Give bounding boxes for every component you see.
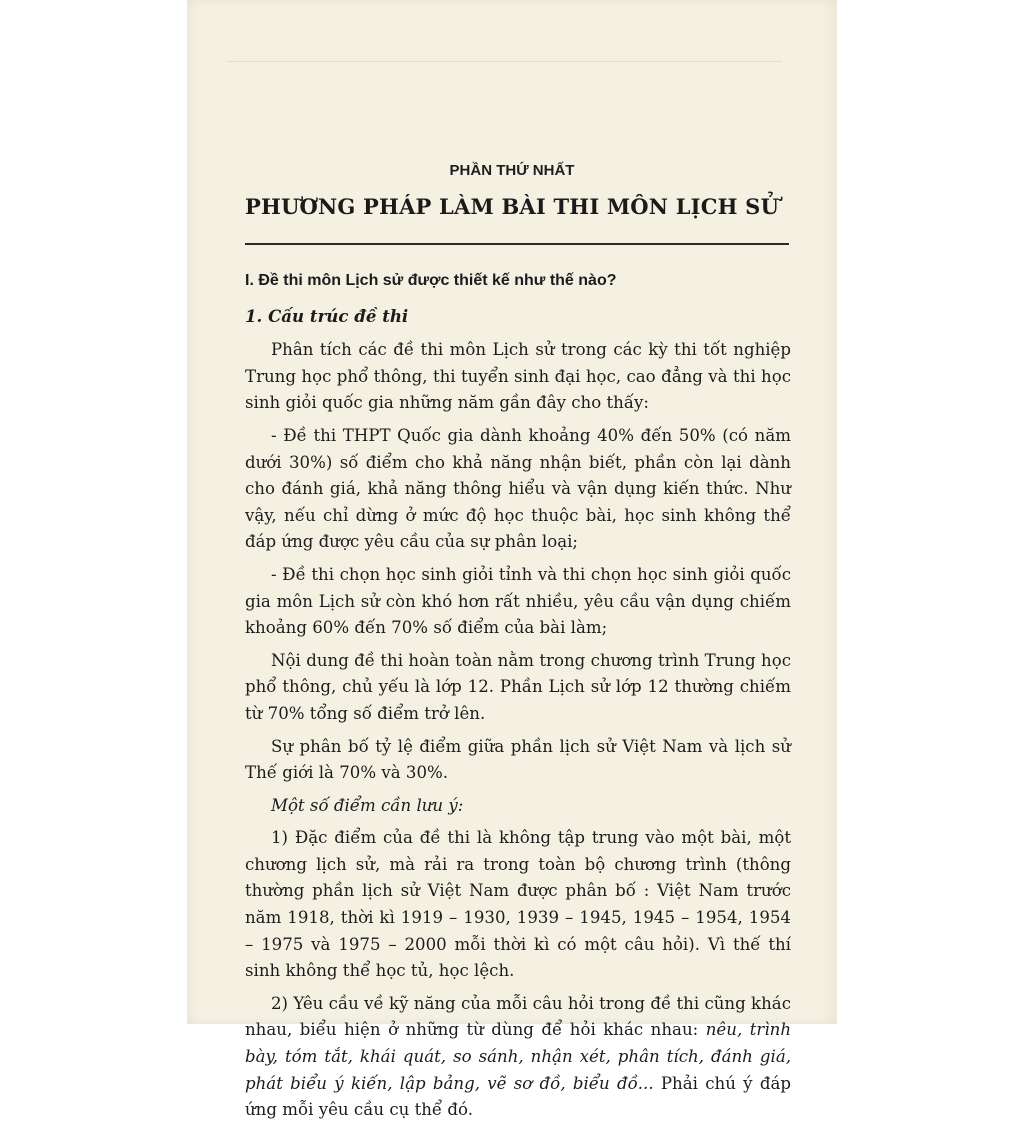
show-through-text — [227, 86, 807, 112]
page-body — [245, 268, 791, 1130]
note-2 — [245, 991, 791, 1124]
part-label: PHẦN THỨ NHẤT — [449, 162, 575, 179]
note-2-question-words: nêu, trình bày, tóm tắt, khái quát, so sánh, nhận xét, phân tích, đánh giá, phát biểu ý kiến, lập bảng, vẽ sơ đồ, biểu đồ... — [245, 1020, 792, 1093]
paragraph-bullet-2: - Đề thi chọn học sinh giỏi tỉnh và thi chọn học sinh giỏi quốc gia môn Lịch sử còn khó hơn rất nhiều, yêu cầu vận dụng chiếm khoảng 60% đến 70% số điểm của bài làm; — [245, 564, 791, 638]
show-through-header — [227, 38, 782, 62]
paragraph-content: Nội dung đề thi hoàn toàn nằm trong chương trình Trung học phổ thông, chủ yếu là lớp 12. Phần Lịch sử lớp 12 thường chiếm từ 70% tổng số điểm trở lên. — [245, 650, 791, 723]
title-divider — [245, 243, 789, 245]
note-1: 1) Đặc điểm của đề thi là không tập trung vào một bài, một chương lịch sử, mà rải ra trong toàn bộ chương trình (thông thường phần lịch sử Việt Nam được phân bố : Việt Nam trước năm 1918, thời kì 1919 – 1930, 1939 – 1945, 1945 – 1954, 1954 – 1975 và 1975 – 2000 mỗi thời kì có một câu hỏi). Vì thế thí sinh không thể học tủ, học lệch. — [245, 828, 791, 981]
paragraph-distribution: Sự phân bố tỷ lệ điểm giữa phần lịch sử Việt Nam và lịch sử Thế giới là 70% và 30%. — [245, 736, 791, 783]
paragraph-bullet-1: - Đề thi THPT Quốc gia dành khoảng 40% đến 50% (có năm dưới 30%) số điểm cho khả năng nhận biết, phần còn lại dành cho đánh giá, khả năng thông hiểu và vận dụng kiến thức. Như vậy, nếu chỉ dừng ở mức độ học thuộc bài, học sinh không thể đáp ứng được yêu cầu của sự phân loại; — [245, 425, 791, 552]
book-page — [187, 0, 837, 1120]
note-2-end: Phải chú ý đáp ứng mỗi yêu cầu cụ thể đó. — [245, 1073, 791, 1120]
part-title: PHƯƠNG PHÁP LÀM BÀI THI MÔN LỊCH SỬ — [244, 194, 780, 219]
paragraph-intro: Phân tích các đề thi môn Lịch sử trong các kỳ thi tốt nghiệp Trung học phổ thông, thi tuyển sinh đại học, cao đẳng và thi học sinh giỏi quốc gia những năm gần đây cho thấy: — [245, 340, 791, 413]
subsection-heading: 1. Cấu trúc đề thi — [245, 305, 409, 326]
note-label: Một số điểm cần lưu ý: — [271, 795, 464, 815]
section-heading: I. Đề thi môn Lịch sử được thiết kế như thế nào? — [245, 272, 617, 289]
note-2-start: 2) Yêu cầu về kỹ năng của mỗi câu hỏi trong đề thi cũng khác nhau, biểu hiện ở những từ dùng để hỏi khác nhau: — [245, 993, 791, 1040]
